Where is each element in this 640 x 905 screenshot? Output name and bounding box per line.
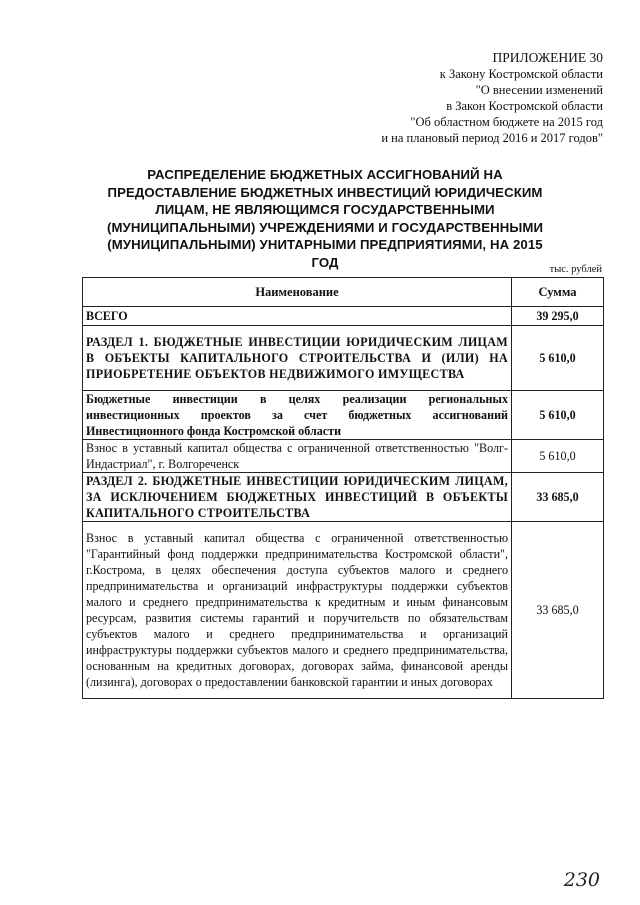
row-name: Бюджетные инвестиции в целях реализации региональных инвестиционных проектов за счет бюджетных ассигнований Инвестиционного фонда Костромской области — [83, 391, 512, 440]
table-row-item — [83, 440, 604, 473]
table-row-section-2 — [83, 473, 604, 522]
row-sum: 5 610,0 — [512, 326, 604, 391]
appendix-line-2: к Закону Костромской области — [439, 67, 603, 81]
table-row-subsection — [83, 391, 604, 440]
table-header-row — [83, 278, 604, 307]
page-number: 230 — [563, 869, 600, 891]
appendix-block — [273, 50, 603, 146]
appendix-line-1: ПРИЛОЖЕНИЕ 30 — [492, 50, 603, 65]
header-name: Наименование — [83, 278, 512, 307]
units-label: тыс. рублей — [549, 264, 602, 275]
row-sum: 5 610,0 — [512, 391, 604, 440]
appendix-line-3: "О внесении изменений — [475, 83, 603, 97]
table-row-total — [83, 307, 604, 326]
row-name: РАЗДЕЛ 1. БЮДЖЕТНЫЕ ИНВЕСТИЦИИ ЮРИДИЧЕСКИМ ЛИЦАМ В ОБЪЕКТЫ КАПИТАЛЬНОГО СТРОИТЕЛЬСТВА И (ИЛИ) НА ПРИОБРЕТЕНИЕ ОБЪЕКТОВ НЕДВИЖИМОГО ИМУЩЕСТВА — [83, 326, 512, 391]
row-name: Взнос в уставный капитал общества с ограниченной ответственностью "Гарантийный фонд поддержки предпринимательства Костромской области", г.Кострома, в целях обеспечения доступа субъектов малого и среднего предпринимательства и организаций инфраструктуры поддержки субъектов малого и среднего предпринимательства к кредитным и иным финансовым ресурсам, развития системы гарантий и поручительств по обязательствам субъектов малого и среднего предпринимательства и организаций инфраструктуры поддержки субъектов малого и среднего предпринимательства, основанным на кредитных договорах, договорах займа, финансовой аренды (лизинга), договорах о предоставлении банковской гарантии и иных договорах — [83, 522, 512, 699]
row-sum: 33 685,0 — [512, 473, 604, 522]
row-sum: 39 295,0 — [512, 307, 604, 326]
row-name: ВСЕГО — [83, 307, 512, 326]
table-row-section-1 — [83, 326, 604, 391]
appendix-line-5: "Об областном бюджете на 2015 год — [410, 115, 603, 129]
budget-table — [82, 277, 604, 699]
row-name: РАЗДЕЛ 2. БЮДЖЕТНЫЕ ИНВЕСТИЦИИ ЮРИДИЧЕСКИМ ЛИЦАМ, ЗА ИСКЛЮЧЕНИЕМ БЮДЖЕТНЫХ ИНВЕСТИЦИЙ В ОБЪЕКТЫ КАПИТАЛЬНОГО СТРОИТЕЛЬСТВА — [83, 473, 512, 522]
header-sum: Сумма — [512, 278, 604, 307]
row-sum: 5 610,0 — [512, 440, 604, 473]
row-name: Взнос в уставный капитал общества с ограниченной ответственностью "Волг-Индастриал", г. Волгореченск — [83, 440, 512, 473]
document-title: РАСПРЕДЕЛЕНИЕ БЮДЖЕТНЫХ АССИГНОВАНИЙ НА ПРЕДОСТАВЛЕНИЕ БЮДЖЕТНЫХ ИНВЕСТИЦИЙ ЮРИДИЧЕСКИМ ЛИЦАМ, НЕ ЯВЛЯЮЩИМСЯ ГОСУДАРСТВЕННЫМИ (МУНИЦИПАЛЬНЫМИ) УЧРЕЖДЕНИЯМИ И ГОСУДАРСТВЕННЫМИ (МУНИЦИПАЛЬНЫМИ) УНИТАРНЫМИ ПРЕДПРИЯТИЯМИ, НА 2015 ГОД — [106, 167, 544, 270]
appendix-line-6: и на плановый период 2016 и 2017 годов" — [381, 131, 603, 145]
row-sum: 33 685,0 — [512, 522, 604, 699]
table-row-item — [83, 522, 604, 699]
appendix-line-4: в Закон Костромской области — [446, 99, 603, 113]
